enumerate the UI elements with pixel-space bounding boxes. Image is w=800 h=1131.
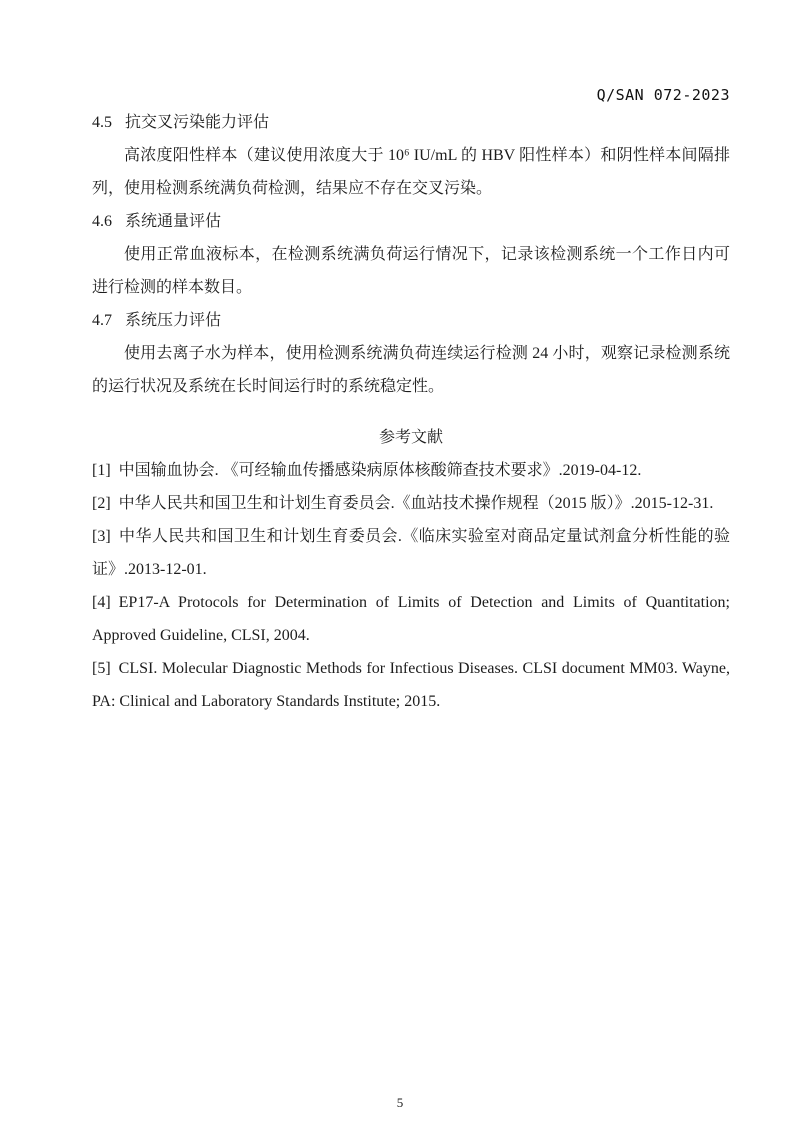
reference-text: 中华人民共和国卫生和计划生育委员会.《临床实验室对商品定量试剂盒分析性能的验证》.2013-12-01. xyxy=(92,528,730,578)
page-number: 5 xyxy=(396,1095,404,1110)
reference-text: 中国输血协会. 《可经输血传播感染病原体核酸筛查技术要求》.2019-04-12. xyxy=(118,462,642,479)
section-paragraph-4-6: 使用正常血液标本，在检测系统满负荷运行情况下，记录该检测系统一个工作日内可进行检测的样本数目。 xyxy=(92,246,730,296)
section-heading-4-6 xyxy=(92,205,730,238)
section-title: 抗交叉污染能力评估 xyxy=(125,114,270,131)
reference-label: [5] xyxy=(92,660,111,677)
reference-label: [1] xyxy=(92,462,111,479)
section-title: 系统压力评估 xyxy=(125,312,222,329)
section-number: 4.6 xyxy=(92,213,112,230)
reference-text: EP17-A Protocols for Determination of Limits of Detection and Limits of Quantitation; Approved Guideline, CLSI, 2004. xyxy=(92,594,730,644)
reference-item-3 xyxy=(92,520,730,586)
section-title: 系统通量评估 xyxy=(125,213,222,230)
section-heading-4-7 xyxy=(92,304,730,337)
section-paragraph-4-5: 高浓度阳性样本（建议使用浓度大于 10⁶ IU/mL 的 HBV 阳性样本）和阴性样本间隔排列，使用检测系统满负荷检测，结果应不存在交叉污染。 xyxy=(92,147,730,197)
section-heading-4-5 xyxy=(92,106,730,139)
references-title: 参考文献 xyxy=(378,429,443,446)
reference-item-1 xyxy=(92,454,730,487)
reference-label: [4] xyxy=(92,594,111,611)
section-number: 4.5 xyxy=(92,114,112,131)
reference-item-5 xyxy=(92,652,730,718)
doc-code-header: Q/SAN 072-2023 xyxy=(596,86,730,104)
reference-text: CLSI. Molecular Diagnostic Methods for Infectious Diseases. CLSI document MM03. Wayne, PA: Clinical and Laboratory Standards Institute; 2015. xyxy=(92,660,730,710)
reference-item-2 xyxy=(92,487,730,520)
document-body xyxy=(92,106,730,718)
reference-item-4 xyxy=(92,586,730,652)
section-number: 4.7 xyxy=(92,312,112,329)
reference-label: [3] xyxy=(92,528,111,545)
reference-text: 中华人民共和国卫生和计划生育委员会.《血站技术操作规程（2015 版）》.2015-12-31. xyxy=(118,495,714,512)
reference-label: [2] xyxy=(92,495,111,512)
section-paragraph-4-7: 使用去离子水为样本，使用检测系统满负荷连续运行检测 24 小时，观察记录检测系统的运行状况及系统在长时间运行时的系统稳定性。 xyxy=(92,345,730,395)
